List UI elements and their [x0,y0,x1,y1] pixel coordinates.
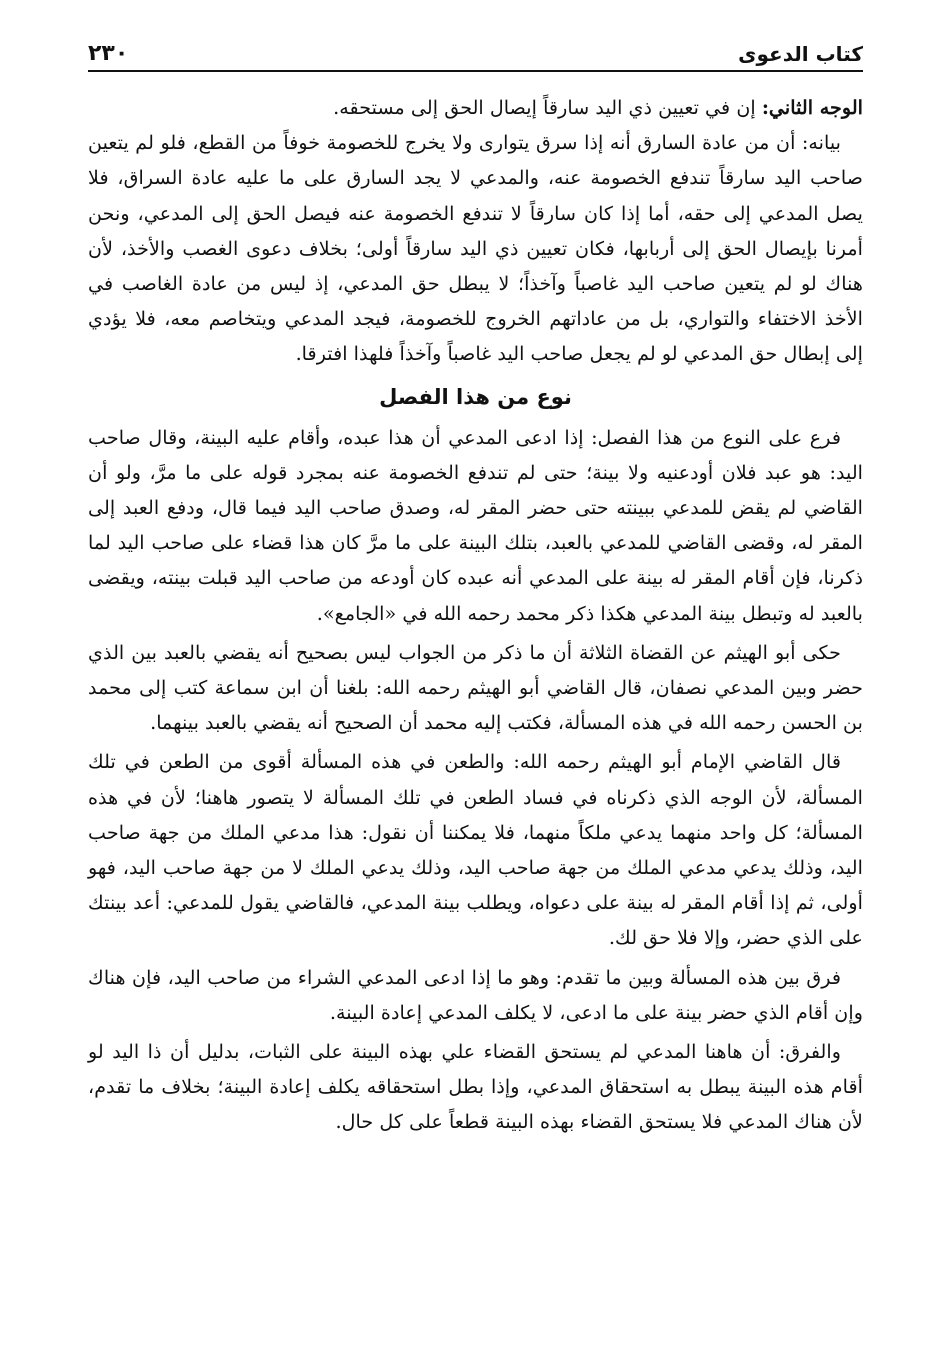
paragraph [88,90,863,125]
document-page [88,32,863,1332]
section-heading: نوع من هذا الفصل [379,384,572,409]
paragraph-lead: الوجه الثاني: [761,96,863,119]
page-header [88,32,863,72]
page-number: ٢٣٠ [88,41,129,66]
paragraph: قال القاضي الإمام أبو الهيثم رحمه الله: والطعن في هذه المسألة أقوى من الطعن في تلك المسألة، لأن الوجه الذي ذكرناه في فساد الطعن في تلك المسألة لا يتصور هاهنا؛ لأن في هذه المسألة؛ كل واحد منهما يدعي ملكاً منهما، فلا يمكننا أن نقول: هذا مدعي الملك من جهة صاحب اليد، وذلك يدعي مدعي الملك من جهة صاحب اليد، وذلك يدعي الملك لا من جهة صاحب اليد، فهو أولى، ثم إذا أقام المقر له بينة على دعواه، ويطلب بينة المدعي، فالقاضي يقول للمدعي: أعد بينتك على الذي حضر، وإلا فلا حق لك. [88,750,863,950]
paragraph: والفرق: أن هاهنا المدعي لم يستحق القضاء علي بهذه البينة على الثبات، بدليل أن ذا اليد لو أقام هذه البينة يبطل به استحقاق المدعي، وإذا بطل استحقاقه يكلف إعادة البينة؛ بخلاف ما تقدم، لأن هناك المدعي فلا يستحق القضاء بهذه البينة قطعاً على كل حال. [88,1040,863,1134]
page-body [88,90,863,1140]
paragraph: بيانه: أن من عادة السارق أنه إذا سرق يتوارى ولا يخرج للخصومة خوفاً من القطع، فلو لم يتعين صاحب اليد سارقاً تندفع الخصومة عنه، والمدعي لا يجد السارق على ما عليه عادة السراق، فلا يصل المدعي إلى حقه، أما إذا كان سارقاً لا تندفع الخصومة عنه فيصل الحق إلى المدعي، ونحن أمرنا بإيصال الحق إلى أربابها، فكان تعيين ذي اليد سارقاً أولى؛ بخلاف دعوى الغصب والأخذ، لأن هناك لو لم يتعين صاحب اليد غاصباً وآخذاً؛ لا يبطل حق المدعي، إذ ليس من عادة الغاصب في الأخذ الاختفاء والتواري، بل من عاداتهم الخروج للخصومة، فيجد المدعي ويتخاصم معه، فلا يؤدي إلى إبطال حق المدعي لو لم يجعل صاحب اليد غاصباً وآخذاً فلهذا افترقا. [88,131,863,366]
running-title: كتاب الدعوى [738,42,863,66]
paragraph: حكى أبو الهيثم عن القضاة الثلاثة أن ما ذكر من الجواب ليس بصحيح أنه يقضي بالعبد بين الذي حضر وبين المدعي نصفان، قال القاضي أبو الهيثم رحمه الله: بلغنا أن ابن سماعة كتب إلى محمد بن الحسن رحمه الله في هذه المسألة، فكتب إليه محمد أن الصحيح أنه يقضي بالعبد بينهما. [88,640,863,735]
paragraph: فرق بين هذه المسألة وبين ما تقدم: وهو ما إذا ادعى المدعي الشراء من صاحب اليد، فإن هناك وإن أقام الذي حضر بينة على ما ادعى، لا يكلف المدعي إعادة البينة. [88,965,863,1024]
paragraph: فرع على النوع من هذا الفصل: إذا ادعى المدعي أن هذا عبده، وأقام عليه البينة، وقال صاحب اليد: هو عبد فلان أودعنيه ولا بينة؛ حتى لم تندفع الخصومة عنه بمجرد قوله على ما مرَّ، ولو أن القاضي لم يقض للمدعي ببينته حتى حضر المقر له، وصدق صاحب اليد فيما قال، ودفع العبد إلى المقر له، وقضى القاضي للمدعي بالعبد، بتلك البينة على ما مرَّ كان هذا قضاء على صاحب اليد لما ذكرنا، فإن أقام المقر له بينة على المدعي أنه عبده كان أودعه من صاحب اليد قبلت بينته، ويقضى بالعبد له وتبطل بينة المدعي هكذا ذكر محمد رحمه الله في «الجامع». [88,425,863,625]
paragraph-text: إن في تعيين ذي اليد سارقاً إيصال الحق إلى مستحقه. [333,96,762,119]
